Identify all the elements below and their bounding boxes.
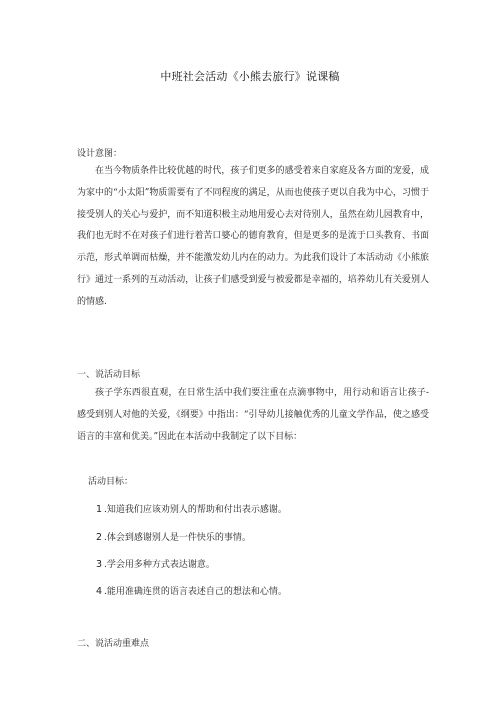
- section-1-heading: 一、说活动目标: [77, 370, 141, 380]
- section-2-heading: 二、说活动重难点: [77, 639, 150, 649]
- design-intent-heading: 设计意图：: [77, 149, 123, 159]
- goal-item-1: [96, 502, 287, 515]
- design-intent-paragraph: 在当今物质条件比较优越的时代，孩子们更多的感受着来自家庭及各方面的宠爱，成为家中的“小太阳”物质需要有了不同程度的满足，从而也使孩子更以自我为中心，习惯于接受别人的关心与爱护，而不知道积极主动地用爱心去对待别人，虽然在幼儿园教育中，我们也无时不在对孩子们进行着苦口婆心的德育教育，但是更多的是流于口头教育、书面示范，形式单调而枯燥，并不能激发幼儿内在的动力。为此我们设计了本活动动《小熊旅行》通过一系列的互动活动，让孩子们感受到爱与被爱都是幸福的，培养幼儿有关爱别人的情感.: [77, 166, 429, 307]
- goal-text: .学会用多种方式表达谢意。: [104, 560, 215, 570]
- goal-item-4: [96, 584, 287, 597]
- goal-number: 3: [96, 559, 103, 570]
- goals-label: 活动目标：: [88, 477, 134, 487]
- goal-number: 4: [96, 586, 103, 597]
- goal-text: .知道我们应该劝别人的帮助和付出表示感谢。: [104, 505, 287, 515]
- document-title: 中班社会活动《小熊去旅行》说课稿: [160, 70, 340, 83]
- goal-item-2: [96, 530, 251, 543]
- section-1-paragraph: 孩子学东西很直观，在日常生活中我们要注重在点滴事物中，用行动和语言让孩子-感受到别人对他的关爱，《纲要》中指出：“引导幼儿接触优秀的儿童文学作品，使之感受语言的丰富和优美。”因此在本活动中我制定了以下目标：: [77, 388, 429, 442]
- goal-text: .能用准确连贯的语言表述自己的想法和心情。: [104, 587, 287, 597]
- goal-number: 1: [96, 504, 103, 515]
- goal-number: 2: [96, 532, 103, 543]
- goal-item-3: [96, 557, 215, 570]
- goal-text: .体会到感谢别人是一件快乐的事情。: [104, 533, 251, 543]
